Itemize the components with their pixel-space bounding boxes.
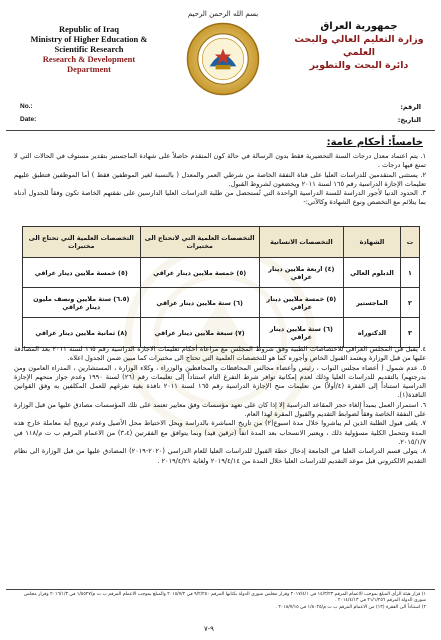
date-label: Date: bbox=[20, 116, 37, 123]
col-header-science-no-lab: التخصصات العلمية التي لاتحتاج الى مختبرات bbox=[140, 227, 259, 258]
header-en-line-5: Department bbox=[67, 64, 111, 74]
list-item: ٧. يلغى قبول الطلبة الذين لم يباشروا خلال مدة اسبوع(٢) من تاريخ المباشرة بالدراسة ويحل الاحتياط محل الأصيل وعدم ترويج أية معاملة خارج هذه المدة وتتحمل الكلية مسؤولية ذلك ، ويعتبر الانسحاب بعد المدة انفاً (ترقين قيد) وبما يتوافق مع الفقرتين (٣،٤) من الاعمام المرقم ب ت م/١١٨ في ٢٠١٥/١/٧. bbox=[14, 419, 426, 446]
page-number: ٩-٧ bbox=[204, 626, 214, 633]
list-item: ١. يتم اعتماد معدل درجات السنة التحضيرية فقط بدون الرسالة في حالة كون المتقدم حاصلاً على شهادة الماجستير بتقدير مستوف في الحالات التي لا تمنع فيها درجات . bbox=[14, 152, 426, 170]
table-cell: الدبلوم العالي bbox=[344, 258, 401, 288]
table-cell: ١ bbox=[401, 258, 420, 288]
footnote-item: ٢) استناداً الى الفقرة (١٣) من الاعمام المرقم ب ت م/١/٨٠٢٥ في ٢٠١٨/٧/١٥ . bbox=[275, 604, 426, 610]
list-item: ٦. استمرار العمل بمبدأ إلغاء حجز المقاعد الدراسية إلا إذا كان على تعهد مؤسسات وفق معايير تعتمد على تلك المؤسسات مصادق عليها من قبل الوزارة على النفقة الخاصة وفقاً لضوابط التقديم والقبول المقرة لهذا العام. bbox=[14, 400, 426, 419]
table-row bbox=[23, 288, 420, 318]
header-en-line-4: Research & Development bbox=[42, 54, 136, 64]
table-cell: ٢ bbox=[401, 288, 420, 318]
table-cell: (٦) ستة ملايين دينار عراقي bbox=[140, 288, 259, 318]
table-cell: (٥) خمسة ملايين دينار عراقي bbox=[259, 288, 343, 318]
header-en-line-3: Scientific Research bbox=[54, 44, 124, 54]
table-cell: (٥) خمسة ملايين دينار عراقي bbox=[23, 258, 141, 288]
col-header-science-lab: التخصصات العلمية التي تحتاج الى مختبرات bbox=[23, 227, 141, 258]
ministry-logo-icon bbox=[186, 22, 260, 96]
list-item: ٤. يقبل في المجلس العراقي للاختصاصات الطبية وفق شروط المجلس مع مراعاة أحكام تعليمات الاجازة الدراسية رقم ١٦٥ لسنة ٢٠١١ بعد المصادقة عليها من قبل الوزارة ويعتمد القبول الخاص وأجوره كما هو للتخصصات العلمية التي تحتاج الى مختبرات كما مبين ضمن الجدول اعلاه. bbox=[14, 345, 426, 363]
no-label: No.: bbox=[20, 103, 33, 110]
items-top bbox=[14, 152, 426, 208]
list-item: ٥. عدم شمول ( أعضاء مجلس النواب ، رئيس وأعضاء مجالس المحافظات والمحافظين والوزراء ، وكلاء الوزارة ، المستشارين ، المدراء العامون ومن بدرجتهم) بالتقديم للدراسات العليا وذلك لعدم إمكانية توافر شرط التفرغ التام استناداً إلى تعليمات رقم (٢٦) لسنة ١٩٩٠ وعدم جواز منحهم الإجازة الدراسية استناداً إلى الفقرة (٤/أولاً) من تعليمات منح الإجازة الدراسية رقم ١٦٥ لسنة ٢٠١١ نافذة بغية تفرغهم للعمل المكلفين به وفق القوانين النافذة(١). bbox=[14, 363, 427, 400]
fees-table bbox=[22, 226, 420, 348]
list-item: ٢. يستثنى المتقدمين للدراسات العليا على قناة النفقة الخاصة من شرطي العمر والمعدل ( بالنسبة لغير الموظفين فقط ) أما الموظفين فتطبق عليهم تعليمات الإجازة الدراسية رقم ١٦٥ لسنة ٢٠١١ ويخضعون لشروط القبول. bbox=[14, 170, 426, 188]
table-cell: الدكتوراه bbox=[344, 318, 401, 348]
header-arabic bbox=[289, 20, 429, 72]
table-cell: (٧) سبعة ملايين دينار عراقي bbox=[140, 318, 259, 348]
header-ar-line-3: دائرة البحث والتطوير bbox=[309, 60, 409, 71]
table-row bbox=[23, 318, 420, 348]
table-cell: الماجستير bbox=[344, 288, 401, 318]
ref-label: الرقم: bbox=[400, 103, 421, 111]
col-header-degree: الشهادة bbox=[344, 227, 401, 258]
tarikh-label: التاريخ: bbox=[397, 116, 421, 124]
items-bottom bbox=[14, 345, 426, 466]
table-cell: (٨) ثمانية ملايين دينار عراقي bbox=[23, 318, 141, 348]
header-en-line-1: Republic of Iraq bbox=[59, 24, 119, 34]
table-cell: (٦.٥) ستة ملايين ونصف مليون دينار عراقي bbox=[23, 288, 141, 318]
basmala: بسم الله الرحمن الرحيم bbox=[187, 10, 259, 18]
header-ar-line-2: وزارة التعليم العالي والبحث العلمي bbox=[294, 34, 424, 58]
header-divider bbox=[6, 130, 435, 131]
footnotes bbox=[14, 592, 426, 611]
table-cell: (٤) اربعة ملايين دينار عراقي bbox=[259, 258, 343, 288]
table-cell: ٣ bbox=[401, 318, 420, 348]
header-en-line-2: Ministry of Higher Education & bbox=[30, 34, 148, 44]
header-english bbox=[14, 24, 164, 74]
footnote-item: ١) قرار هيئة الرأي المبلغ بموجب الاعمام المرقم ١٤/٣/٢٣ في ٢٠١٧/٤/١ وقرار مجلس شورى الدولة بكتابها المرقم ٩/٢/٢٥٠ في ٢٠١٥/٧/٢ والمبلغ بموجب الاعمام المرقم ب ت م/١/٥٥٢٧ في ٢٠١٦/١/٣ وقرار مجلس شورى الدولة المرقم ٢١/١/٢٥٦ في ٢٠١٤/٤/١٣ . bbox=[23, 592, 426, 604]
table-row bbox=[23, 258, 420, 288]
list-item: ٨. يتولى قسم الدراسات العليا في الجامعة إدخال خطة القبول للدراسات العليا للعام الدراسي (٢٠٢٠-٢٠١٩) المصادق عليها من قبل الوزارة الى نظام التقديم الالكتروني قبل موعد التقديم للدراسات العليا خلال المدة من ٢٠١٩/٤/١٤ ولغاية ٢٠١٩/٤/٢١ . bbox=[14, 447, 426, 465]
list-item: ٣. الحدود الدنيا لأجور الدراسة للسنة الدراسية الواحدة التي تُستحصل من طلبة الدراسات العليا الدارسين على نفقتهم الخاصة تكون وفقاً للجدول أدناه بما يتلائم مع التخصص ونوع الشهادة وكالآتي:- bbox=[14, 189, 426, 207]
footnote-divider bbox=[6, 589, 435, 590]
col-header-humanities: التخصصات الانسانية bbox=[259, 227, 343, 258]
header-ar-line-1: جمهورية العراق bbox=[320, 21, 398, 32]
col-header-index: ت bbox=[401, 227, 420, 258]
table-cell: (٦) ستة ملايين دينار عراقي bbox=[259, 318, 343, 348]
table-cell: (٥) خمسة ملايين دينار عراقي bbox=[140, 258, 259, 288]
table-header-row bbox=[23, 227, 420, 258]
section-title: خامساً: أحكام عامة: bbox=[326, 137, 423, 148]
